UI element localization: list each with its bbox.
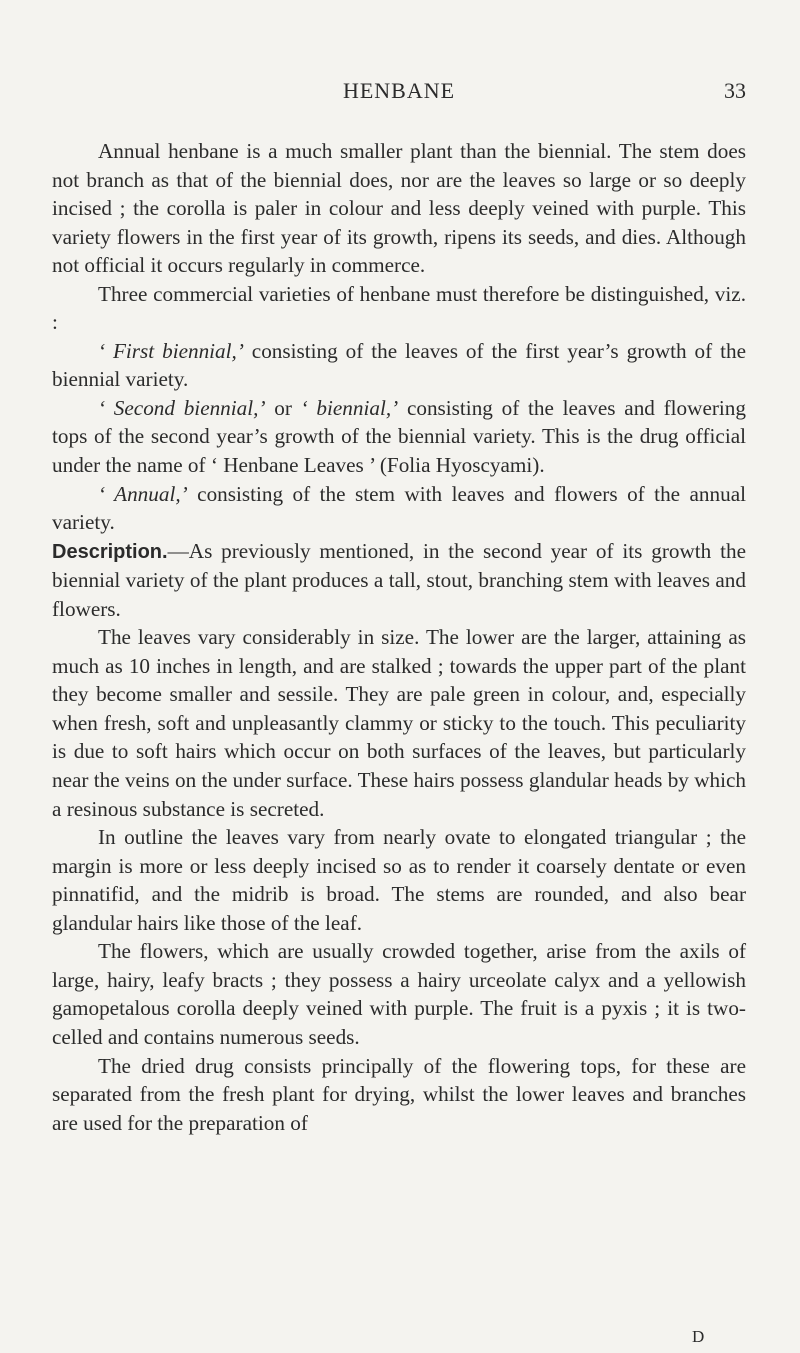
page-number: 33	[724, 78, 746, 103]
paragraph-description	[52, 537, 746, 624]
paragraph-commercial-varieties: Three commercial varieties of henbane must therefore be distinguished, viz. :	[52, 281, 746, 335]
paragraph-leaf-outline: In outline the leaves vary from nearly ovate to elongated triangular ; the margin is more or less deeply incised so as to render it coarsely dentate or even pinnatifid, and the midrib is broad. The stems are rounded, and also bear glandular hairs like those of the leaf.	[52, 825, 746, 935]
term-biennial: ‘ biennial,’	[300, 395, 399, 420]
signature-mark: D	[692, 1327, 705, 1346]
term-annual: ‘ Annual,’	[98, 481, 188, 506]
term-first-biennial: ‘ First biennial,’	[98, 338, 244, 363]
definition-first-biennial: consisting of the leaves of the first year’s growth of the biennial variety.	[52, 338, 746, 392]
paragraph-second-biennial	[52, 394, 746, 480]
definition-second-biennial: consisting of the leaves and flowering tops of the second year’s growth of the biennial variety. This is the drug official under the name of ‘ Henbane Leaves ’ (Folia Hyoscyami).	[52, 395, 746, 478]
paragraph-annual-henbane: Annual henbane is a much smaller plant than the biennial. The stem does not branch as that of the biennial does, nor are the leaves so large or so deeply incised ; the corolla is paler in colour and less deeply veined with purple. This variety flowers in the first year of its growth, ripens its seeds, and dies. Although not official it occurs regularly in commerce.	[52, 139, 746, 278]
paragraph-first-biennial	[52, 337, 746, 394]
running-head-title: HENBANE	[342, 78, 456, 103]
paragraph-dried-drug: The dried drug consists principally of the flowering tops, for these are separated from the fresh plant for drying, whilst the lower leaves and branches are used for the preparation of	[52, 1053, 746, 1135]
body-text	[52, 137, 746, 1137]
page-header	[52, 78, 746, 108]
conjunction-or: or	[265, 395, 301, 420]
description-text: —As previously mentioned, in the second year of its growth the biennial variety of the plant produces a tall, stout, branching stem with leaves and flowers.	[52, 538, 746, 621]
definition-annual: consisting of the stem with leaves and flowers of the annual variety.	[52, 481, 747, 535]
paragraph-flowers: The flowers, which are usually crowded together, arise from the axils of large, hairy, leafy bracts ; they possess a hairy urceolate calyx and a yellowish gamopetalous corolla deeply veined with purple. The fruit is a pyxis ; it is two-celled and contains numerous seeds.	[52, 939, 746, 1049]
paragraph-annual-variety	[52, 480, 746, 537]
section-heading-description: Description.	[52, 540, 168, 563]
paragraph-leaves: The leaves vary considerably in size. The lower are the larger, attaining as much as 10 inches in length, and are stalked ; towards the upper part of the plant they become smaller and sessile. They are pale green in colour, and, especially when fresh, soft and unpleasantly clammy or sticky to the touch. This peculiarity is due to soft hairs which occur on both surfaces of the leaves, but particularly near the veins on the under surface. These hairs possess glandular heads by which a resinous substance is secreted.	[52, 625, 746, 821]
term-second-biennial: ‘ Second biennial,’	[98, 395, 266, 420]
